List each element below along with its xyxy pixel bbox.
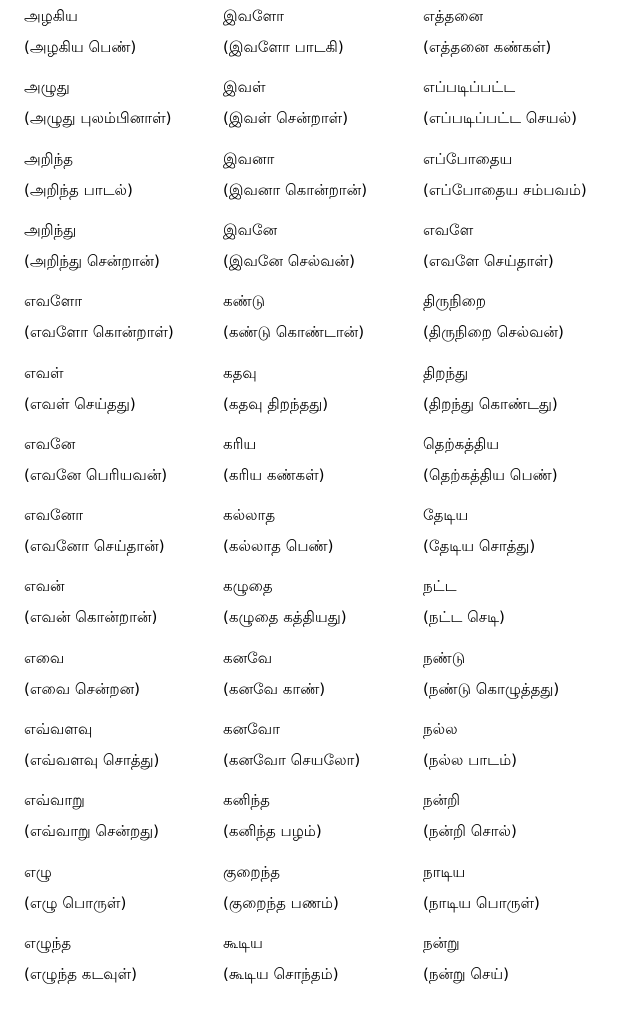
entry-word: எழு [24,863,52,881]
entry-word: எழுந்த [24,934,72,952]
entry-example-phrase: (எவனோ செய்தான்) [24,537,165,555]
entry-example-phrase: (அறிந்த பாடல்) [24,181,133,199]
entry-example-phrase: (அறிந்து சென்றான்) [24,252,160,270]
entry-word: திருநிறை [423,292,487,310]
entry-example-phrase: (நட்ட செடி) [423,608,505,626]
entry-word: நன்றி [423,791,461,809]
entry-word: எவளோ [24,292,83,310]
entry-word: எத்தனை [423,7,483,25]
entry-word: தேடிய [423,506,469,524]
entry-example-phrase: (கூடிய சொந்தம்) [223,965,339,983]
entry-example-phrase: (நல்ல பாடம்) [423,751,518,769]
entry-word: கனவோ [223,720,280,738]
entry-example-phrase: (கழுதை கத்தியது) [223,608,347,626]
entry-example-phrase: (திருநிறை செல்வன்) [423,323,564,341]
entry-word: அறிந்த [24,150,73,168]
entry-example-phrase: (கனிந்த பழம்) [223,822,322,840]
entry-example-phrase: (எவை சென்றன) [24,680,141,698]
entry-word: எவை [24,649,65,667]
entry-word: கதவு [223,364,257,382]
entry-word: திறந்து [423,364,469,382]
entry-word: எவனோ [24,506,84,524]
entry-word: கனிந்த [223,791,270,809]
entry-example-phrase: (இவளோ பாடகி) [223,38,344,56]
entry-word: தெற்கத்திய [423,435,500,453]
entry-example-phrase: (இவள் சென்றாள்) [223,109,349,127]
entry-example-phrase: (எத்தனை கண்கள்) [423,38,552,56]
entry-example-phrase: (எப்போதைய சம்பவம்) [423,181,587,199]
entry-word: எப்போதைய [423,150,513,168]
entry-example-phrase: (நாடிய பொருள்) [423,894,540,912]
entry-word: இவளோ [223,7,284,25]
entry-example-phrase: (எவள் செய்தது) [24,395,136,413]
entry-word: எவனே [24,435,76,453]
entry-example-phrase: (எழு பொருள்) [24,894,127,912]
entry-word: நண்டு [423,649,466,667]
entry-example-phrase: (எவளே செய்தாள்) [423,252,554,270]
entry-example-phrase: (எவளோ கொன்றாள்) [24,323,174,341]
entry-example-phrase: (எப்படிப்பட்ட செயல்) [423,109,577,127]
entry-example-phrase: (தேடிய சொத்து) [423,537,536,555]
entry-word: எவன் [24,577,65,595]
entry-word: குறைந்த [223,863,281,881]
entry-word: இவனே [223,221,278,239]
entry-word: அழுது [24,78,70,96]
entry-example-phrase: (எவன் கொன்றான்) [24,608,158,626]
entry-example-phrase: (எவனே பெரியவன்) [24,466,168,484]
entry-word: எப்படிப்பட்ட [423,78,516,96]
entry-word: அறிந்து [24,221,77,239]
entry-word: கனவே [223,649,273,667]
entry-word: நாடிய [423,863,466,881]
entry-example-phrase: (தெற்கத்திய பெண்) [423,466,558,484]
entry-example-phrase: (நண்டு கொழுத்தது) [423,680,560,698]
entry-word: இவனா [223,150,275,168]
entry-word: நட்ட [423,577,457,595]
entry-word: அழகிய [24,7,78,25]
entry-example-phrase: (கதவு திறந்தது) [223,395,329,413]
entry-example-phrase: (இவனா கொன்றான்) [223,181,368,199]
entry-word: நன்று [423,934,460,952]
entry-word: எவளே [423,221,474,239]
entry-word: கழுதை [223,577,273,595]
entry-word: எவ்வாறு [24,791,85,809]
entry-example-phrase: (திறந்து கொண்டது) [423,395,558,413]
entry-example-phrase: (கனவே காண்) [223,680,326,698]
entry-example-phrase: (கனவோ செயலோ) [223,751,361,769]
entry-word: கரிய [223,435,257,453]
entry-word: கல்லாத [223,506,276,524]
entry-example-phrase: (கல்லாத பெண்) [223,537,334,555]
entry-word: கூடிய [223,934,263,952]
entry-example-phrase: (அழுது புலம்பினாள்) [24,109,172,127]
entry-word: எவள் [24,364,64,382]
entry-example-phrase: (எவ்வளவு சொத்து) [24,751,160,769]
entry-word: நல்ல [423,720,458,738]
entry-example-phrase: (இவனே செல்வன்) [223,252,355,270]
entry-example-phrase: (எழுந்த கடவுள்) [24,965,138,983]
entry-word: இவள் [223,78,266,96]
entry-example-phrase: (நன்றி சொல்) [423,822,517,840]
entry-example-phrase: (அழகிய பெண்) [24,38,137,56]
entry-word: எவ்வளவு [24,720,93,738]
entry-example-phrase: (குறைந்த பணம்) [223,894,339,912]
entry-example-phrase: (எவ்வாறு சென்றது) [24,822,160,840]
entry-example-phrase: (நன்று செய்) [423,965,510,983]
entry-example-phrase: (கண்டு கொண்டான்) [223,323,365,341]
entry-word: கண்டு [223,292,266,310]
entry-example-phrase: (கரிய கண்கள்) [223,466,325,484]
